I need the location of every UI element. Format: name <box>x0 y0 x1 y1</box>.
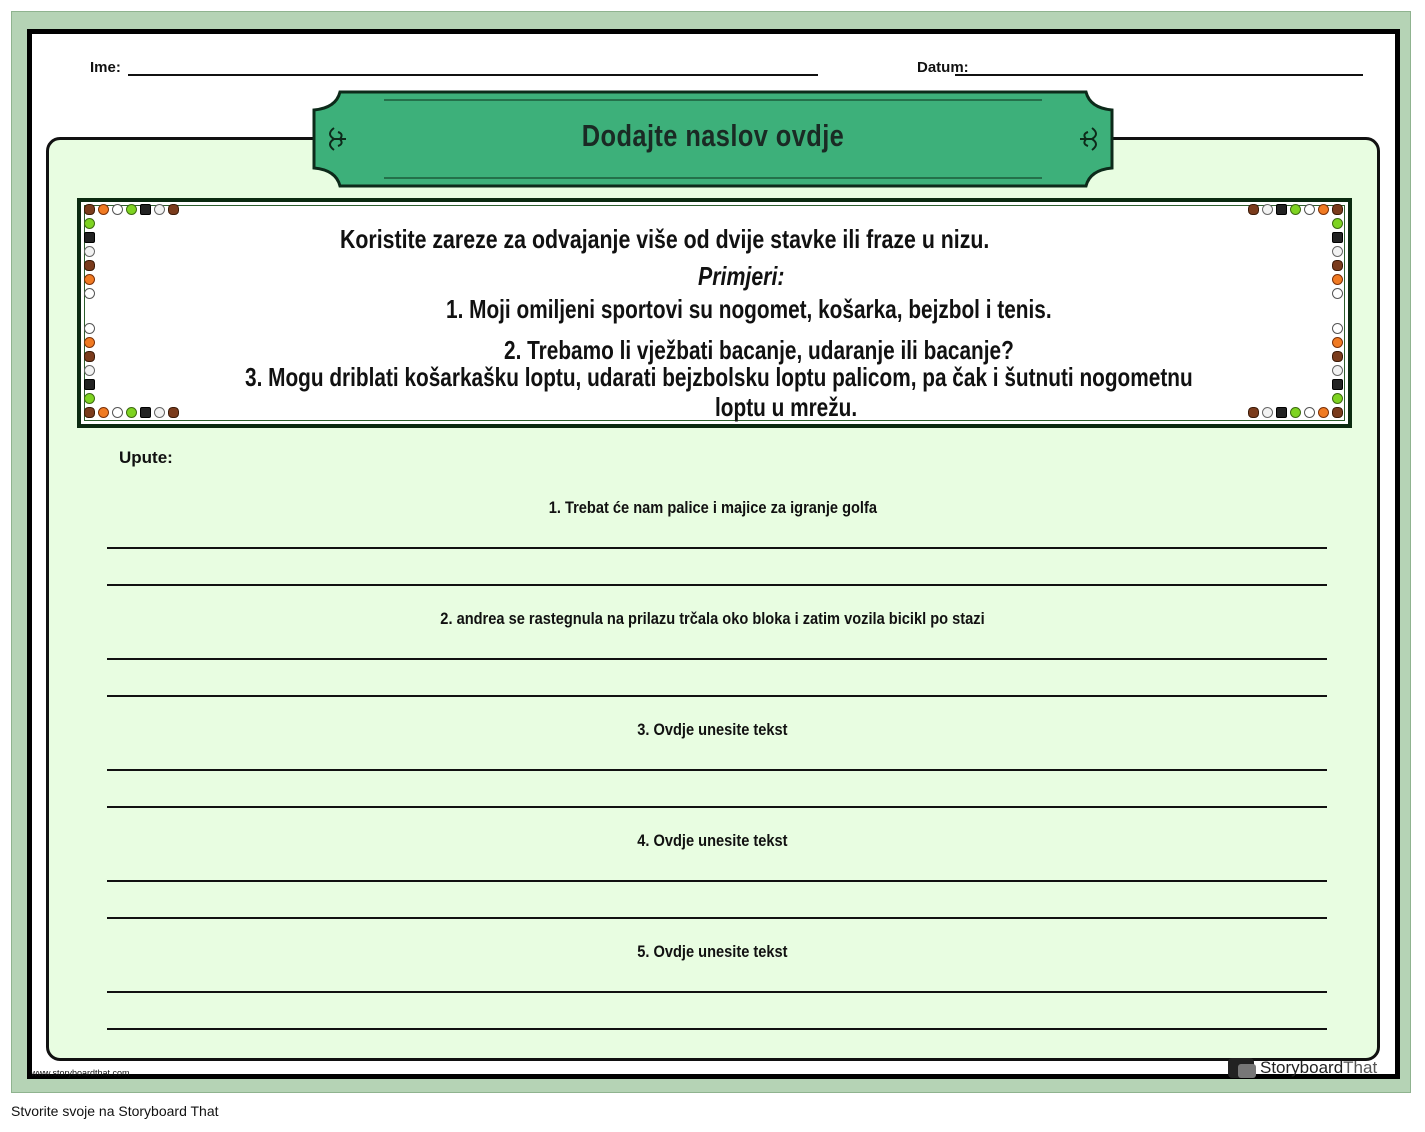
sports-ball-icon <box>84 407 95 418</box>
sports-ball-icon <box>1332 379 1343 390</box>
logo-text-storyboard: Storyboard <box>1260 1058 1344 1077</box>
sports-ball-icon <box>1332 337 1343 348</box>
sports-ball-icon <box>112 204 123 215</box>
sports-ball-icon <box>1332 232 1343 243</box>
worksheet-title[interactable]: Dodajte naslov ovdje <box>581 118 845 153</box>
comma-rule: Koristite zareze za odvajanje više od dvije stavke ili fraze u nizu. <box>340 224 990 254</box>
sports-ball-icon <box>1290 407 1301 418</box>
sports-ball-icon <box>98 407 109 418</box>
sports-ball-icon <box>1304 407 1315 418</box>
sports-ball-icon <box>126 407 137 418</box>
footer-text[interactable]: Stvorite svoje na Storyboard That <box>11 1103 219 1119</box>
sports-ball-icon <box>1318 407 1329 418</box>
sports-ball-icon <box>1332 323 1343 334</box>
watermark: www.storyboardthat.com <box>31 1068 130 1078</box>
answer-line[interactable] <box>107 991 1327 993</box>
answer-line[interactable] <box>107 547 1327 549</box>
question-1[interactable]: 1. Trebat će nam palice i majice za igranje golfa <box>548 498 877 517</box>
sports-ball-icon <box>84 288 95 299</box>
sports-ball-icon <box>84 218 95 229</box>
storyboard-icon <box>1228 1058 1254 1078</box>
sports-ball-icon <box>1276 204 1287 215</box>
name-label: Ime: <box>90 59 121 76</box>
sports-ball-icon <box>84 393 95 404</box>
sports-ball-icon <box>84 260 95 271</box>
example-2: 2. Trebamo li vježbati bacanje, udaranje ili bacanje? <box>504 335 1014 365</box>
sports-ball-icon <box>1304 204 1315 215</box>
sports-ball-icon <box>1332 260 1343 271</box>
sports-ball-icon <box>1276 407 1287 418</box>
sports-ball-icon <box>112 407 123 418</box>
sports-ball-icon <box>84 232 95 243</box>
sports-ball-icon <box>154 407 165 418</box>
sports-ball-icon <box>84 365 95 376</box>
answer-line[interactable] <box>107 769 1327 771</box>
sports-ball-icon <box>168 407 179 418</box>
answer-line[interactable] <box>107 1028 1327 1030</box>
examples-heading: Primjeri: <box>698 261 785 291</box>
sports-ball-icon <box>98 204 109 215</box>
sports-ball-icon <box>84 274 95 285</box>
answer-line[interactable] <box>107 584 1327 586</box>
title-banner[interactable] <box>312 90 1114 188</box>
example-1: 1. Moji omiljeni sportovi su nogomet, košarka, bejzbol i tenis. <box>446 294 1052 324</box>
example-3-line-2: loptu u mrežu. <box>715 392 858 422</box>
sports-ball-icon <box>140 204 151 215</box>
sports-ball-icon <box>1248 204 1259 215</box>
sports-ball-icon <box>1332 407 1343 418</box>
sports-ball-icon <box>1332 204 1343 215</box>
sports-ball-icon <box>1332 288 1343 299</box>
question-4[interactable]: 4. Ovdje unesite tekst <box>637 831 788 850</box>
sports-ball-icon <box>1332 351 1343 362</box>
date-line <box>955 74 1363 76</box>
sports-ball-icon <box>126 204 137 215</box>
answer-line[interactable] <box>107 806 1327 808</box>
sports-ball-icon <box>140 407 151 418</box>
sports-ball-icon <box>84 246 95 257</box>
sports-ball-icon <box>1248 407 1259 418</box>
example-3-line-1: 3. Mogu driblati košarkašku loptu, udarati bejzbolsku loptu palicom, pa čak i šutnuti nogometnu <box>245 362 1193 392</box>
storyboardthat-logo[interactable] <box>1228 1057 1377 1079</box>
question-2[interactable]: 2. andrea se rastegnula na prilazu trčala oko bloka i zatim vozila bicikl po stazi <box>440 609 985 628</box>
sports-ball-icon <box>1332 246 1343 257</box>
sports-ball-icon <box>84 337 95 348</box>
answer-line[interactable] <box>107 917 1327 919</box>
sports-ball-icon <box>1332 274 1343 285</box>
answer-line[interactable] <box>107 658 1327 660</box>
sports-ball-icon <box>1262 407 1273 418</box>
name-line <box>128 74 818 76</box>
sports-ball-icon <box>84 323 95 334</box>
question-5[interactable]: 5. Ovdje unesite tekst <box>637 942 788 961</box>
date-label: Datum: <box>917 59 969 76</box>
sports-ball-icon <box>1332 218 1343 229</box>
sports-ball-icon <box>154 204 165 215</box>
sports-ball-icon <box>84 351 95 362</box>
sports-ball-icon <box>1262 204 1273 215</box>
sports-ball-icon <box>1290 204 1301 215</box>
sports-ball-icon <box>84 204 95 215</box>
answer-line[interactable] <box>107 880 1327 882</box>
question-3[interactable]: 3. Ovdje unesite tekst <box>637 720 788 739</box>
instructions-label: Upute: <box>119 448 173 467</box>
sports-ball-icon <box>1332 393 1343 404</box>
sports-ball-icon <box>168 204 179 215</box>
answer-line[interactable] <box>107 695 1327 697</box>
logo-text-that: That <box>1343 1058 1378 1077</box>
sports-ball-icon <box>1318 204 1329 215</box>
sports-ball-icon <box>84 379 95 390</box>
sports-ball-icon <box>1332 365 1343 376</box>
